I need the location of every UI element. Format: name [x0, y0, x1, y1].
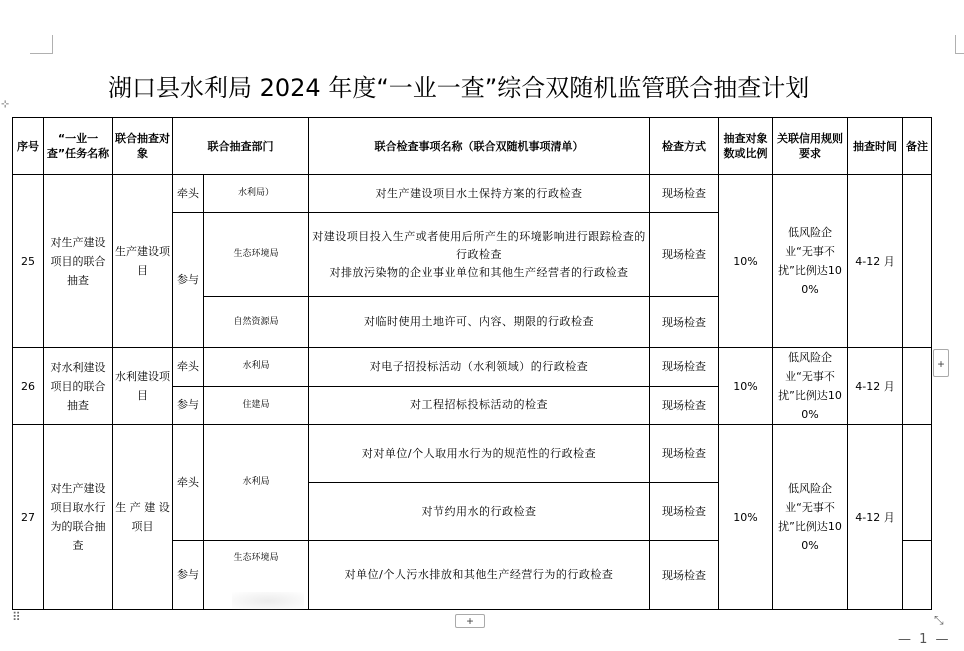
dept-cell: 生态环境局: [204, 541, 309, 610]
document-title: 湖口县水利局 2024 年度“一业一查”综合双随机监管联合抽查计划: [108, 74, 810, 102]
method-cell: 现场检查: [650, 348, 719, 387]
dept-cell: 自然资源局: [204, 297, 309, 348]
seq-cell: 27: [13, 425, 44, 610]
item-cell: 对生产建设项目水土保持方案的行政检查: [309, 175, 650, 213]
role-lead-cell: 牵头: [173, 348, 204, 387]
add-column-button[interactable]: +: [933, 349, 949, 377]
item-cell: 对临时使用土地许可、内容、期限的行政检查: [309, 297, 650, 348]
item-cell: [309, 213, 650, 297]
table-row: [13, 175, 932, 213]
task-cell: 对水利建设项目的联合抽查: [44, 348, 113, 425]
target-cell: 生 产 建 设项目: [113, 425, 173, 610]
dept-cell: 生态环境局: [204, 213, 309, 297]
header-target: 联合抽查对象: [113, 118, 173, 175]
credit-cell: 低风险企业“无事不扰”比例达100%: [773, 175, 848, 348]
remark-cell: [903, 348, 932, 425]
header-dept: 联合抽查部门: [173, 118, 309, 175]
target-cell: 水利建设项目: [113, 348, 173, 425]
header-row: [13, 118, 932, 175]
header-ratio: 抽查对象数或比例: [719, 118, 773, 175]
item-cell: 对电子招投标活动（水利领域）的行政检查: [309, 348, 650, 387]
remark-cell: [903, 175, 932, 348]
page-number: — 1 —: [898, 632, 951, 647]
time-cell: 4-12 月: [848, 425, 903, 610]
task-cell: 对生产建设项目取水行为的联合抽查: [44, 425, 113, 610]
method-cell: 现场检查: [650, 425, 719, 483]
header-task: “一业一查”任务名称: [44, 118, 113, 175]
time-cell: 4-12 月: [848, 175, 903, 348]
table-row: [13, 425, 932, 483]
ratio-cell: 10%: [719, 175, 773, 348]
target-cell: 生产建设项目: [113, 175, 173, 348]
table-row: [13, 348, 932, 387]
header-remark: 备注: [903, 118, 932, 175]
header-time: 抽查时间: [848, 118, 903, 175]
add-row-button[interactable]: +: [455, 614, 485, 628]
credit-cell: 低风险企业“无事不扰”比例达100%: [773, 425, 848, 610]
table-move-icon[interactable]: ⠿: [12, 610, 21, 624]
item-cell: 对工程招标投标活动的检查: [309, 386, 650, 425]
role-lead-cell: 牵头: [173, 175, 204, 213]
method-cell: 现场检查: [650, 386, 719, 425]
item-cell: 对节约用水的行政检查: [309, 483, 650, 541]
dept-cell: 水利局: [204, 425, 309, 541]
item-cell: 对单位/个人污水排放和其他生产经营行为的行政检查: [309, 541, 650, 610]
dept-cell: 住建局: [204, 386, 309, 425]
seq-cell: 25: [13, 175, 44, 348]
seq-cell: 26: [13, 348, 44, 425]
scan-smudge: [232, 592, 304, 610]
method-cell: 现场检查: [650, 297, 719, 348]
method-cell: 现场检查: [650, 175, 719, 213]
dept-cell: 水利局）: [204, 175, 309, 213]
ratio-cell: 10%: [719, 348, 773, 425]
method-cell: 现场检查: [650, 483, 719, 541]
task-cell: 对生产建设项目的联合抽查: [44, 175, 113, 348]
table-anchor-icon[interactable]: ⊹: [1, 99, 10, 110]
role-participate-cell: 参与: [173, 213, 204, 348]
method-cell: 现场检查: [650, 541, 719, 610]
role-lead-cell: 牵头: [173, 425, 204, 541]
item-text: 对排放污染物的企业事业单位和其他生产经营者的行政检查: [329, 265, 629, 279]
ratio-cell: 10%: [719, 425, 773, 610]
remark-cell: [903, 425, 932, 541]
item-cell: 对对单位/个人取用水行为的规范性的行政检查: [309, 425, 650, 483]
time-cell: 4-12 月: [848, 348, 903, 425]
role-participate-cell: 参与: [173, 386, 204, 425]
header-items: 联合检查事项名称（联合双随机事项清单）: [309, 118, 650, 175]
item-text: 对建设项目投入生产或者使用后所产生的环境影响进行跟踪检查的行政检查: [312, 229, 646, 261]
method-cell: 现场检查: [650, 213, 719, 297]
inspection-plan-table: [12, 117, 932, 610]
credit-cell: 低风险企业“无事不扰”比例达100%: [773, 348, 848, 425]
header-seq: 序号: [13, 118, 44, 175]
crop-mark-top-right: [955, 35, 964, 54]
crop-mark-top-left: [30, 35, 53, 54]
table-resize-icon[interactable]: ⤡: [934, 613, 944, 627]
header-method: 检查方式: [650, 118, 719, 175]
dept-cell: 水利局: [204, 348, 309, 387]
remark-cell: [903, 541, 932, 610]
header-credit: 关联信用规则要求: [773, 118, 848, 175]
role-participate-cell: 参与: [173, 541, 204, 610]
